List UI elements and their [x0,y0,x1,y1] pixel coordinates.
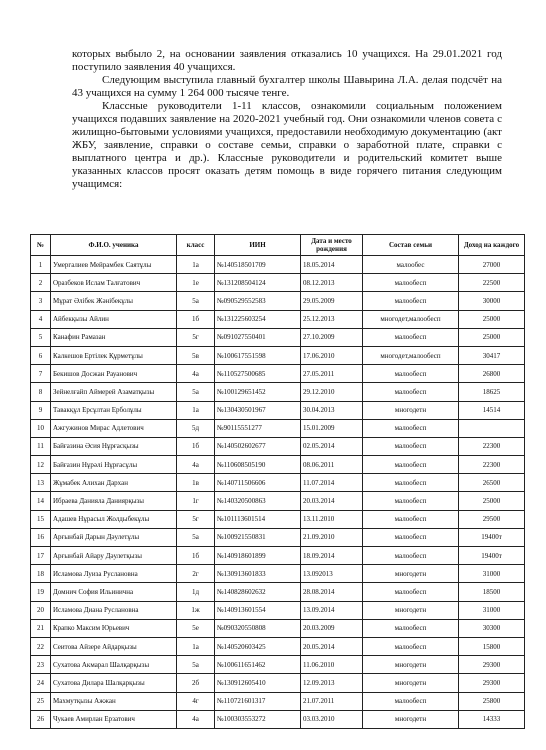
income-cell: 31000 [459,601,525,619]
family-status-cell: малообесп [363,583,459,601]
iin-cell: №140502602677 [215,437,301,455]
family-status-cell: малообесп [363,383,459,401]
birth-date-cell: 21.07.2011 [301,692,363,710]
student-name: Жұмабек Алихан Дархан [51,474,177,492]
iin-cell: №140918601899 [215,547,301,565]
paragraph-2: Следующим выступила главный бухгалтер школы Шавырина Л.А. делая подсчёт на 43 учащихся на сумму 1 264 000 тысяче тенге. [72,74,502,99]
income-cell: 30417 [459,346,525,364]
row-number: 22 [31,637,51,655]
birth-date-cell: 25.12.2013 [301,310,363,328]
birth-date-cell: 20.05.2014 [301,637,363,655]
income-cell: 18500 [459,583,525,601]
iin-cell: №140320500863 [215,492,301,510]
row-number: 19 [31,583,51,601]
birth-date-cell: 20.03.2009 [301,619,363,637]
family-status-cell: малообесп [363,365,459,383]
iin-cell: №090320550808 [215,619,301,637]
birth-date-cell: 08.12.2013 [301,274,363,292]
iin-cell: №090529552583 [215,292,301,310]
birth-date-cell: 28.08.2014 [301,583,363,601]
birth-date-cell: 13.092013 [301,565,363,583]
family-status-cell: малообесп [363,292,459,310]
class-cell: 1е [177,274,215,292]
header-family: Состав семьи [363,235,459,256]
iin-cell: №90115551277 [215,419,301,437]
table-header-row [31,235,525,256]
iin-cell: №100129651452 [215,383,301,401]
birth-date-cell: 29.12.2010 [301,383,363,401]
table-row [31,710,525,728]
class-cell: 5г [177,328,215,346]
class-cell: 5в [177,346,215,364]
student-name: Байғазин Нұрәлі Нұрғасұлы [51,456,177,474]
birth-date-cell: 03.03.2010 [301,710,363,728]
birth-date-cell: 29.05.2009 [301,292,363,310]
class-cell: 4а [177,365,215,383]
table-row [31,274,525,292]
family-status-cell: многодетн [363,656,459,674]
header-class: класс [177,235,215,256]
student-name: Арғынбай Дарын Дәулетұлы [51,528,177,546]
iin-cell: №110721601317 [215,692,301,710]
class-cell: 5е [177,619,215,637]
family-status-cell: многодетн [363,601,459,619]
income-cell: 30300 [459,619,525,637]
header-iin: ИИН [215,235,301,256]
class-cell: 5а [177,656,215,674]
row-number: 11 [31,437,51,455]
header-income: Доход на каждого [459,235,525,256]
row-number: 13 [31,474,51,492]
income-cell: 22300 [459,456,525,474]
birth-date-cell: 18.05.2014 [301,256,363,274]
birth-date-cell: 11.07.2014 [301,474,363,492]
family-status-cell: многодет,малообесп [363,346,459,364]
family-status-cell: малообесп [363,547,459,565]
birth-date-cell: 27.10.2009 [301,328,363,346]
family-status-cell: малообесп [363,419,459,437]
family-status-cell: малообес [363,256,459,274]
iin-cell: №131208504124 [215,274,301,292]
table-row [31,365,525,383]
table-row [31,619,525,637]
table-row [31,328,525,346]
class-cell: 1а [177,256,215,274]
family-status-cell: многодет,малообесп [363,310,459,328]
family-status-cell: малообесп [363,692,459,710]
iin-cell: №100921550831 [215,528,301,546]
row-number: 17 [31,547,51,565]
table-row [31,346,525,364]
class-cell: 5а [177,292,215,310]
iin-cell: №110527500685 [215,365,301,383]
income-cell: 29300 [459,674,525,692]
row-number: 12 [31,456,51,474]
class-cell: 5д [177,419,215,437]
family-status-cell: малообесп [363,637,459,655]
student-name: Сухатова Акмарал Шалқарқызы [51,656,177,674]
income-cell: 29300 [459,656,525,674]
family-status-cell: малообесп [363,619,459,637]
income-cell: 18625 [459,383,525,401]
student-name: Арғынбай Айару Дәулетқызы [51,547,177,565]
student-name: Чукаев Амирлан Ерзатович [51,710,177,728]
table-row [31,401,525,419]
class-cell: 1г [177,492,215,510]
row-number: 23 [31,656,51,674]
income-cell: 19400т [459,547,525,565]
table-row [31,583,525,601]
table-row [31,474,525,492]
income-cell: 22300 [459,437,525,455]
row-number: 2 [31,274,51,292]
class-cell: 1б [177,310,215,328]
iin-cell: №140518501709 [215,256,301,274]
birth-date-cell: 17.06.2010 [301,346,363,364]
income-cell: 14514 [459,401,525,419]
birth-date-cell: 13.11.2010 [301,510,363,528]
class-cell: 5а [177,528,215,546]
row-number: 8 [31,383,51,401]
row-number: 5 [31,328,51,346]
iin-cell: №100617551598 [215,346,301,364]
table-row [31,637,525,655]
class-cell: 1д [177,583,215,601]
iin-cell: №091027550401 [215,328,301,346]
iin-cell: №140913601554 [215,601,301,619]
family-status-cell: малообесп [363,492,459,510]
table-row [31,692,525,710]
header-name: Ф.И.О. ученика [51,235,177,256]
table-row [31,510,525,528]
birth-date-cell: 30.04.2013 [301,401,363,419]
row-number: 7 [31,365,51,383]
iin-cell: №131225603254 [215,310,301,328]
income-cell: 25000 [459,328,525,346]
row-number: 18 [31,565,51,583]
class-cell: 1ж [177,601,215,619]
income-cell: 14333 [459,710,525,728]
row-number: 3 [31,292,51,310]
student-name: Ажгужинов Мирас Адлетович [51,419,177,437]
iin-cell: №101113601514 [215,510,301,528]
income-cell: 25800 [459,692,525,710]
student-name: Исламова Луиза Руслановна [51,565,177,583]
class-cell: 5а [177,383,215,401]
family-status-cell: малообесп [363,528,459,546]
income-cell: 27000 [459,256,525,274]
birth-date-cell: 02.05.2014 [301,437,363,455]
table-row [31,656,525,674]
student-name: Зейнелғайп Аймерей Азаматқызы [51,383,177,401]
birth-date-cell: 27.05.2011 [301,365,363,383]
row-number: 6 [31,346,51,364]
student-name: Домнич София Ильинична [51,583,177,601]
table-row [31,492,525,510]
iin-cell: №100611651462 [215,656,301,674]
table-row [31,383,525,401]
student-name: Бекишов Досжан Рауанович [51,365,177,383]
iin-cell: №140711506606 [215,474,301,492]
income-cell: 31000 [459,565,525,583]
income-cell [459,419,525,437]
row-number: 15 [31,510,51,528]
student-name: Байғазина Әсия Нұрғасқызы [51,437,177,455]
row-number: 21 [31,619,51,637]
student-name: Махмутқызы Ажжан [51,692,177,710]
student-name: Сухатова Дилара Шалқарқызы [51,674,177,692]
iin-cell: №130913601833 [215,565,301,583]
paragraph-3: Классные руководители 1-11 классов, ознакомили социальным положением учащихся подавших заявление на 2020-2021 учебный год. Они ознакомили членов совета с жилищно-бытовыми условиями учащихся, предоставили необходимую документацию (акт ЖБУ, заявление, справки о составе семьи, справки о заработной плате, справки с выплатного центра и др.). Классные руководители и родительский комитет выше указанных классов просят оказать детям помощь в виде горячего питания следующим учащимся: [72,100,502,190]
table-row [31,528,525,546]
table-row [31,601,525,619]
class-cell: 1в [177,474,215,492]
class-cell: 4а [177,710,215,728]
family-status-cell: многодетн [363,565,459,583]
family-status-cell: многодетн [363,674,459,692]
student-name: Ибраева Данияла Даниярқызы [51,492,177,510]
row-number: 4 [31,310,51,328]
class-cell: 1б [177,437,215,455]
student-name: Оразбеков Ислам Талғатович [51,274,177,292]
birth-date-cell: 18.09.2014 [301,547,363,565]
row-number: 16 [31,528,51,546]
income-cell: 25000 [459,310,525,328]
student-name: Сеитова Айзере Айдарқызы [51,637,177,655]
income-cell: 26800 [459,365,525,383]
family-status-cell: малообесп [363,510,459,528]
table-row [31,419,525,437]
table-row [31,310,525,328]
family-status-cell: малообесп [363,274,459,292]
family-status-cell: малообесп [363,328,459,346]
birth-date-cell: 12.09.2013 [301,674,363,692]
header-num: № [31,235,51,256]
student-name: Тавакқұл Ерсұлтан Ерболұлы [51,401,177,419]
class-cell: 1а [177,637,215,655]
iin-cell: №140520603425 [215,637,301,655]
table-row [31,292,525,310]
student-name: Калкешов Ертілек Құрметұлы [51,346,177,364]
class-cell: 1а [177,401,215,419]
income-cell: 15800 [459,637,525,655]
student-name: Крапко Максим Юрьевич [51,619,177,637]
row-number: 1 [31,256,51,274]
student-name: Умергалиев Мейрамбек Саятұлы [51,256,177,274]
birth-date-cell: 20.03.2014 [301,492,363,510]
table-body [31,256,525,729]
iin-cell: №100303553272 [215,710,301,728]
row-number: 14 [31,492,51,510]
class-cell: 5г [177,510,215,528]
family-status-cell: многодетн [363,710,459,728]
student-name: Айбекқызы Айлин [51,310,177,328]
row-number: 9 [31,401,51,419]
family-status-cell: многодетн [363,401,459,419]
table-row [31,565,525,583]
row-number: 25 [31,692,51,710]
header-birth: Дата и место рождения [301,235,363,256]
student-name: Мұрат Әлібек Жәнібекұлы [51,292,177,310]
family-status-cell: малообесп [363,437,459,455]
student-name: Исламова Диана Руслановна [51,601,177,619]
family-status-cell: малообесп [363,456,459,474]
class-cell: 1б [177,547,215,565]
income-cell: 26500 [459,474,525,492]
iin-cell: №140828602632 [215,583,301,601]
birth-date-cell: 13.09.2014 [301,601,363,619]
table-row [31,674,525,692]
iin-cell: №130430501967 [215,401,301,419]
table-row [31,547,525,565]
birth-date-cell: 11.06.2010 [301,656,363,674]
document-text [72,48,502,191]
class-cell: 2г [177,565,215,583]
students-table [30,234,525,729]
student-name: Канафин Рамазан [51,328,177,346]
income-cell: 30000 [459,292,525,310]
birth-date-cell: 08.06.2011 [301,456,363,474]
family-status-cell: малообесп [363,474,459,492]
income-cell: 19400т [459,528,525,546]
iin-cell: №110608505190 [215,456,301,474]
table-row [31,456,525,474]
table-row [31,437,525,455]
income-cell: 25000 [459,492,525,510]
class-cell: 4г [177,692,215,710]
paragraph-1: которых выбыло 2, на основании заявления отказались 10 учащихся. На 29.01.2021 год поступило заявления 40 учащихся. [72,48,502,73]
table-row [31,256,525,274]
row-number: 24 [31,674,51,692]
row-number: 20 [31,601,51,619]
row-number: 26 [31,710,51,728]
class-cell: 4а [177,456,215,474]
birth-date-cell: 15.01.2009 [301,419,363,437]
birth-date-cell: 21.09.2010 [301,528,363,546]
class-cell: 2б [177,674,215,692]
income-cell: 29500 [459,510,525,528]
student-name: Адашев Нұрасыл Жолдыбекұлы [51,510,177,528]
income-cell: 22500 [459,274,525,292]
row-number: 10 [31,419,51,437]
iin-cell: №130912605410 [215,674,301,692]
